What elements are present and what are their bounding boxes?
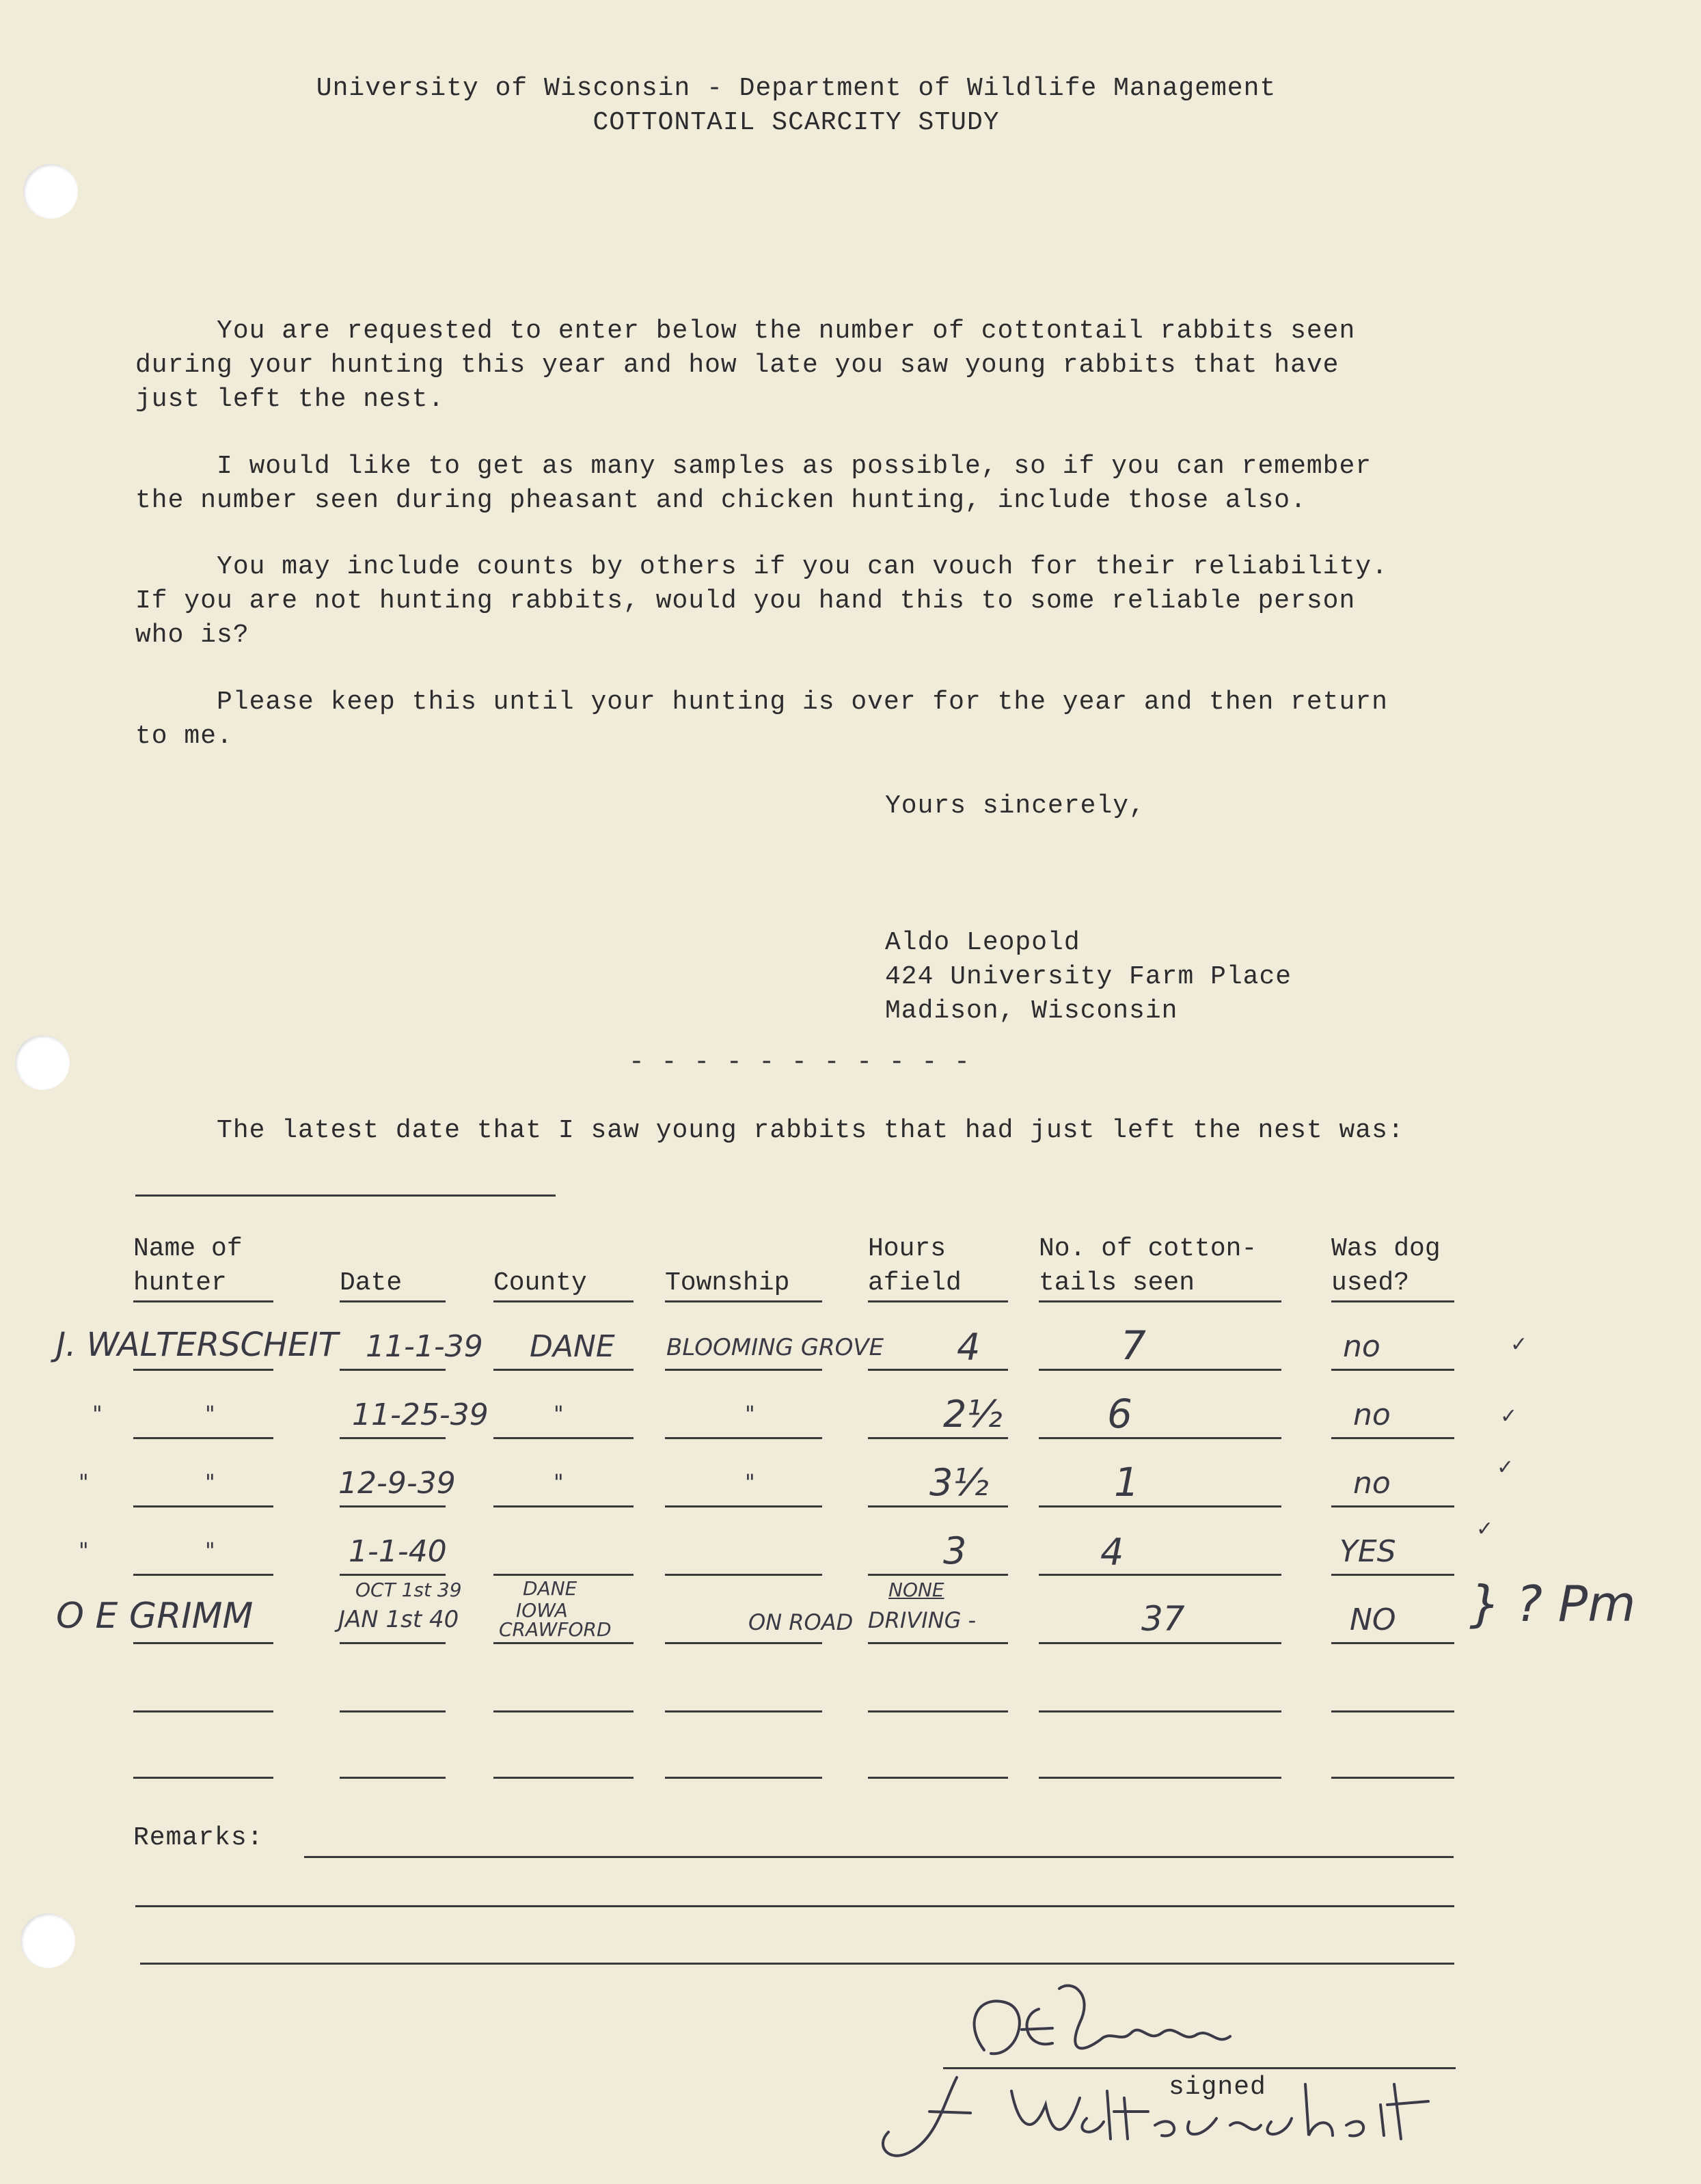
- cell-hunter-name-ditto: ": [205, 1469, 215, 1495]
- cell-township: ON ROAD: [748, 1609, 854, 1635]
- table-cell-line[interactable]: [1039, 1710, 1281, 1712]
- cell-hours: 2½: [943, 1393, 1003, 1436]
- sender-name: Aldo Leopold: [885, 928, 1080, 957]
- punch-hole-top: [23, 164, 78, 219]
- table-cell-line[interactable]: [665, 1777, 822, 1779]
- table-cell-line[interactable]: [340, 1574, 446, 1576]
- cell-hours-none: NONE: [888, 1579, 944, 1601]
- table-cell-line[interactable]: [665, 1505, 822, 1507]
- cell-dog: no: [1353, 1397, 1391, 1432]
- table-cell-line[interactable]: [1039, 1369, 1281, 1371]
- header-institution: University of Wisconsin - Department of Wildlife Management: [316, 74, 1277, 103]
- table-cell-line[interactable]: [868, 1777, 1008, 1779]
- table-cell-line[interactable]: [665, 1437, 822, 1439]
- signed-label: signed: [1169, 2073, 1266, 2102]
- table-cell-line[interactable]: [665, 1642, 822, 1644]
- punch-hole-bottom: [21, 1913, 75, 1968]
- table-cell-line[interactable]: [665, 1574, 822, 1576]
- paragraph-samples: I would like to get as many samples as possible, so if you can remember the number seen during pheasant and chicken hunting, include those also.: [135, 452, 1372, 515]
- table-cell-line[interactable]: [1331, 1574, 1454, 1576]
- cell-hunter-name: O E GRIMM: [56, 1596, 254, 1637]
- cell-date: 11-25-39: [352, 1397, 489, 1432]
- cell-seen: 1: [1114, 1459, 1139, 1505]
- cell-dog: no: [1343, 1329, 1380, 1364]
- cell-seen: 6: [1107, 1391, 1132, 1437]
- table-cell-line[interactable]: [493, 1710, 634, 1712]
- cell-hours: 3: [943, 1529, 967, 1572]
- remarks-line-2[interactable]: [135, 1905, 1454, 1907]
- paragraph-return: Please keep this until your hunting is over for the year and then return to me.: [135, 687, 1388, 751]
- table-cell-line[interactable]: [133, 1777, 273, 1779]
- punch-hole-middle: [15, 1035, 70, 1090]
- cell-hunter-name: ": [79, 1538, 89, 1564]
- table-cell-line[interactable]: [340, 1642, 446, 1644]
- table-cell-line[interactable]: [665, 1710, 822, 1712]
- table-cell-line[interactable]: [340, 1777, 446, 1779]
- cell-hunter-name: ": [92, 1401, 103, 1427]
- cell-seen: 7: [1121, 1322, 1146, 1369]
- remarks-line-1[interactable]: [304, 1856, 1454, 1858]
- separator-line: - - - - - - - - - - -: [629, 1048, 970, 1077]
- cell-dog: no: [1353, 1466, 1391, 1501]
- paragraph-others: You may include counts by others if you can vouch for their reliability. If you are not hunting rabbits, would you hand this to some reliable person who is?: [135, 552, 1388, 650]
- table-cell-line[interactable]: [1039, 1642, 1281, 1644]
- margin-note: } ? Pm: [1469, 1575, 1636, 1633]
- remarks-label: Remarks:: [133, 1823, 264, 1853]
- cell-township: ": [745, 1469, 755, 1495]
- table-cell-line[interactable]: [340, 1437, 446, 1439]
- table-cell-line[interactable]: [493, 1574, 634, 1576]
- header-underline: [493, 1300, 634, 1302]
- table-cell-line[interactable]: [340, 1710, 446, 1712]
- table-cell-line[interactable]: [1331, 1369, 1454, 1371]
- cell-county: ": [554, 1401, 564, 1427]
- table-cell-line[interactable]: [493, 1642, 634, 1644]
- table-cell-line[interactable]: [868, 1710, 1008, 1712]
- header-hours-afield: Hours afield: [868, 1234, 962, 1298]
- table-cell-line[interactable]: [1331, 1642, 1454, 1644]
- table-cell-line[interactable]: [868, 1574, 1008, 1576]
- check-mark: ✓: [1500, 1404, 1518, 1428]
- header-study-title: COTTONTAIL SCARCITY STUDY: [593, 108, 1000, 137]
- cell-county-dane: DANE: [523, 1577, 577, 1600]
- cell-dog: YES: [1339, 1534, 1396, 1569]
- header-cottontails-seen: No. of cotton- tails seen: [1039, 1234, 1257, 1298]
- table-cell-line[interactable]: [340, 1369, 446, 1371]
- cell-seen: 37: [1141, 1599, 1185, 1639]
- table-cell-line[interactable]: [1331, 1777, 1454, 1779]
- header-dog-used: Was dog used?: [1331, 1234, 1441, 1298]
- table-cell-line[interactable]: [1039, 1505, 1281, 1507]
- cell-township: ": [745, 1401, 755, 1427]
- sender-address-street: 424 University Farm Place: [885, 962, 1292, 992]
- cell-hunter-name: J. WALTERSCHEIT: [56, 1326, 338, 1364]
- table-cell-line[interactable]: [133, 1574, 273, 1576]
- table-cell-line[interactable]: [1039, 1574, 1281, 1576]
- table-cell-line[interactable]: [493, 1437, 634, 1439]
- cell-hours-driving: DRIVING -: [868, 1607, 977, 1633]
- latest-date-prompt: The latest date that I saw young rabbits that had just left the nest was:: [135, 1116, 1404, 1145]
- cell-date: 12-9-39: [338, 1466, 456, 1501]
- table-cell-line[interactable]: [1039, 1437, 1281, 1439]
- table-cell-line[interactable]: [868, 1505, 1008, 1507]
- header-underline: [133, 1300, 273, 1302]
- sender-address-city: Madison, Wisconsin: [885, 996, 1178, 1026]
- table-cell-line[interactable]: [133, 1505, 273, 1507]
- cell-date-start: OCT 1st 39: [355, 1579, 462, 1601]
- header-county: County: [493, 1268, 587, 1298]
- header-name-of-hunter: Name of hunter: [133, 1234, 243, 1298]
- header-underline: [340, 1300, 446, 1302]
- signature-grimm: [957, 1975, 1257, 2077]
- table-cell-line[interactable]: [340, 1505, 446, 1507]
- table-cell-line[interactable]: [133, 1642, 273, 1644]
- table-cell-line[interactable]: [868, 1437, 1008, 1439]
- header-underline: [665, 1300, 822, 1302]
- cell-county-crawford: CRAWFORD: [499, 1618, 612, 1641]
- cell-county-iowa: IOWA: [516, 1599, 568, 1622]
- header-underline: [1331, 1300, 1454, 1302]
- header-underline: [1039, 1300, 1281, 1302]
- cell-hunter-name-ditto: ": [205, 1538, 215, 1564]
- table-cell-line[interactable]: [493, 1505, 634, 1507]
- table-cell-line[interactable]: [1331, 1710, 1454, 1712]
- table-cell-line[interactable]: [1331, 1505, 1454, 1507]
- cell-hunter-name-ditto: ": [205, 1401, 215, 1427]
- latest-date-blank[interactable]: [135, 1195, 556, 1197]
- table-cell-line[interactable]: [133, 1369, 273, 1371]
- table-cell-line[interactable]: [1331, 1437, 1454, 1439]
- check-mark: ✓: [1510, 1333, 1528, 1356]
- paragraph-request: You are requested to enter below the number of cottontail rabbits seen during your hunting this year and how late you saw young rabbits that have just left the nest.: [135, 316, 1356, 414]
- cell-dog: NO: [1350, 1602, 1396, 1637]
- cell-county: DANE: [530, 1329, 615, 1364]
- table-cell-line[interactable]: [868, 1642, 1008, 1644]
- cell-county: ": [554, 1469, 564, 1495]
- table-cell-line[interactable]: [868, 1369, 1008, 1371]
- header-underline: [868, 1300, 1008, 1302]
- table-cell-line[interactable]: [133, 1710, 273, 1712]
- check-mark: ✓: [1497, 1456, 1514, 1479]
- header-date: Date: [340, 1268, 403, 1298]
- signature-walterscheit: [861, 2064, 1449, 2180]
- remarks-line-3[interactable]: [140, 1963, 1454, 1965]
- table-cell-line[interactable]: [133, 1437, 273, 1439]
- table-cell-line[interactable]: [1039, 1777, 1281, 1779]
- cell-hours: 3½: [929, 1461, 989, 1504]
- table-cell-line[interactable]: [493, 1369, 634, 1371]
- header-township: Township: [665, 1268, 790, 1298]
- table-cell-line[interactable]: [493, 1777, 634, 1779]
- closing-salutation: Yours sincerely,: [885, 791, 1145, 821]
- cell-hours: 4: [957, 1326, 981, 1369]
- cell-date: 1-1-40: [349, 1534, 447, 1569]
- cell-date: 11-1-39: [366, 1329, 483, 1364]
- cell-date-end: JAN 1st 40: [338, 1606, 459, 1633]
- cell-township: BLOOMING GROVE: [666, 1334, 884, 1361]
- cell-hunter-name: ": [79, 1469, 89, 1495]
- check-mark: ✓: [1476, 1517, 1494, 1541]
- table-cell-line[interactable]: [665, 1369, 822, 1371]
- cell-seen: 4: [1100, 1531, 1124, 1574]
